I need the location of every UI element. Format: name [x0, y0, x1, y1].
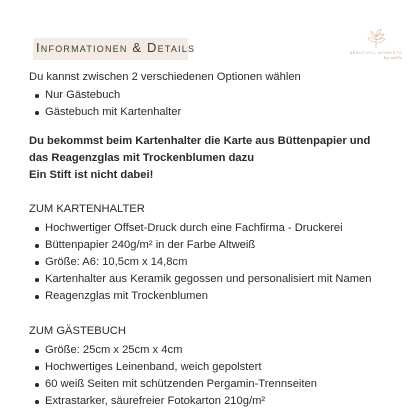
list-item: 60 weiß Seiten mit schützenden Pergamin-Trennseiten [29, 376, 399, 393]
list-item: Größe: A6: 10,5cm x 14,8cm [29, 254, 399, 271]
details-content [29, 66, 399, 410]
list-item: Büttenpapier 240g/m² in der Farbe Altweiß [29, 237, 399, 254]
leaf-icon [365, 28, 387, 50]
notice-line: Ein Stift ist nicht dabei! [29, 169, 154, 181]
logo-wordmark: BEAUTIFUL MOMENTS [349, 51, 403, 55]
list-item: Kartenhalter aus Keramik gegossen und personalisiert mit Namen [29, 271, 399, 288]
section-heading-kartenhalter: ZUM KARTENHALTER [29, 203, 145, 215]
notice-line: das Reagenzglas mit Trockenblumen dazu [29, 152, 255, 164]
list-item: Nur Gästebuch [29, 87, 399, 104]
list-item: Gästebuch mit Kartenhalter [29, 104, 399, 121]
list-item: Hochwertiges Leinenband, weich gepolstert [29, 359, 399, 376]
page-title: Informationen & Details [36, 40, 196, 55]
brand-logo [344, 28, 408, 68]
list-item: Reagenzglas mit Trockenblumen [29, 288, 399, 305]
notice-block [29, 133, 399, 184]
options-intro: Du kannst zwischen 2 verschiedenen Optionen wählen [29, 71, 301, 83]
notice-line: Du bekommst beim Kartenhalter die Karte aus Büttenpapier und [29, 135, 371, 147]
list-item: Hochwertiger Offset-Druck durch eine Fachfirma - Druckerei [29, 220, 399, 237]
list-item: Größe: 25cm x 25cm x 4cm [29, 342, 399, 359]
gaestebuch-list [29, 342, 399, 410]
kartenhalter-list [29, 220, 399, 305]
list-item: Extrastarker, säurefreier Fotokarton 210g/m² [29, 393, 399, 410]
logo-signature: by cdelle [383, 55, 402, 60]
options-list [29, 87, 399, 121]
section-heading-gaestebuch: ZUM GÄSTEBUCH [29, 325, 126, 337]
